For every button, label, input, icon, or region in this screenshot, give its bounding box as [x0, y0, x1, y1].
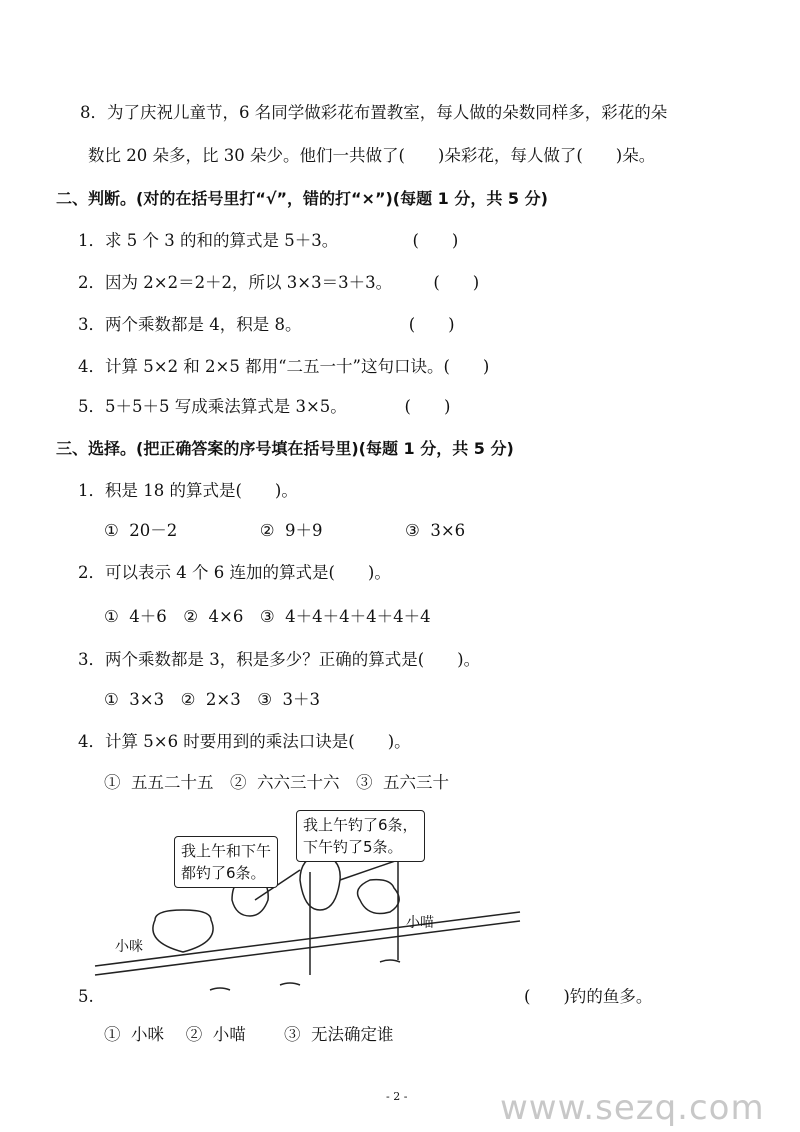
- q8-line1: 8．为了庆祝儿童节，6 名同学做彩花布置教室，每人做的朵数同样多，彩花的朵: [80, 103, 668, 122]
- q8-line2: 数比 20 朵多，比 30 朵少。他们一共做了( )朵彩花，每人做了( )朵。: [88, 146, 656, 165]
- choice-q1-options: ① 20－2 ② 9＋9 ③ 3×6: [104, 521, 466, 540]
- choice-q5-text: ( )钓的鱼多。: [524, 987, 653, 1006]
- choice-q5-number: 5.: [78, 987, 94, 1006]
- judge-item-4: 4．计算 5×2 和 2×5 都用“二五一十”这句口诀。( ): [78, 357, 490, 376]
- judge-item-2: 2．因为 2×2＝2＋2，所以 3×3＝3＋3。 ( ): [78, 273, 480, 292]
- choice-q5-options: ① 小咪 ② 小喵 ③ 无法确定谁: [104, 1025, 394, 1044]
- speech-bubble-right: 我上午钓了6条， 下午钓了5条。: [296, 810, 425, 862]
- bowl-icon: [153, 910, 213, 952]
- choice-q2: 2．可以表示 4 个 6 连加的算式是( )。: [78, 563, 391, 582]
- choice-q3-options: ① 3×3 ② 2×3 ③ 3＋3: [104, 690, 320, 709]
- label-xiaomiao: 小喵: [406, 915, 434, 931]
- choice-q3: 3．两个乘数都是 3，积是多少？正确的算式是( )。: [78, 650, 481, 669]
- section2-title: 二、判断。(对的在括号里打“√”，错的打“×”)(每题 1 分，共 5 分): [56, 189, 548, 208]
- choice-q1: 1．积是 18 的算式是( )。: [78, 481, 298, 500]
- choice-q4: 4．计算 5×6 时要用到的乘法口诀是( )。: [78, 732, 411, 751]
- label-xiaomi: 小咪: [115, 939, 143, 955]
- river-bank-line: [95, 912, 520, 966]
- jar-icon: [358, 880, 400, 914]
- speech-bubble-left: 我上午和下午 都钓了6条。: [174, 836, 278, 888]
- page-number: - 2 -: [386, 1090, 408, 1103]
- watermark: www.sezq.com: [500, 1088, 765, 1128]
- choice-q4-options: ① 五五二十五 ② 六六三十六 ③ 五六三十: [104, 773, 449, 792]
- cat-right-icon: [300, 854, 340, 910]
- choice-q2-options: ① 4＋6 ② 4×6 ③ 4＋4＋4＋4＋4＋4: [104, 607, 431, 626]
- judge-item-1: 1．求 5 个 3 的和的算式是 5＋3。 ( ): [78, 231, 459, 250]
- judge-item-3: 3．两个乘数都是 4，积是 8。 ( ): [78, 315, 455, 334]
- section3-title: 三、选择。(把正确答案的序号填在括号里)(每题 1 分，共 5 分): [56, 439, 514, 458]
- judge-item-5: 5．5＋5＋5 写成乘法算式是 3×5。 ( ): [78, 397, 451, 416]
